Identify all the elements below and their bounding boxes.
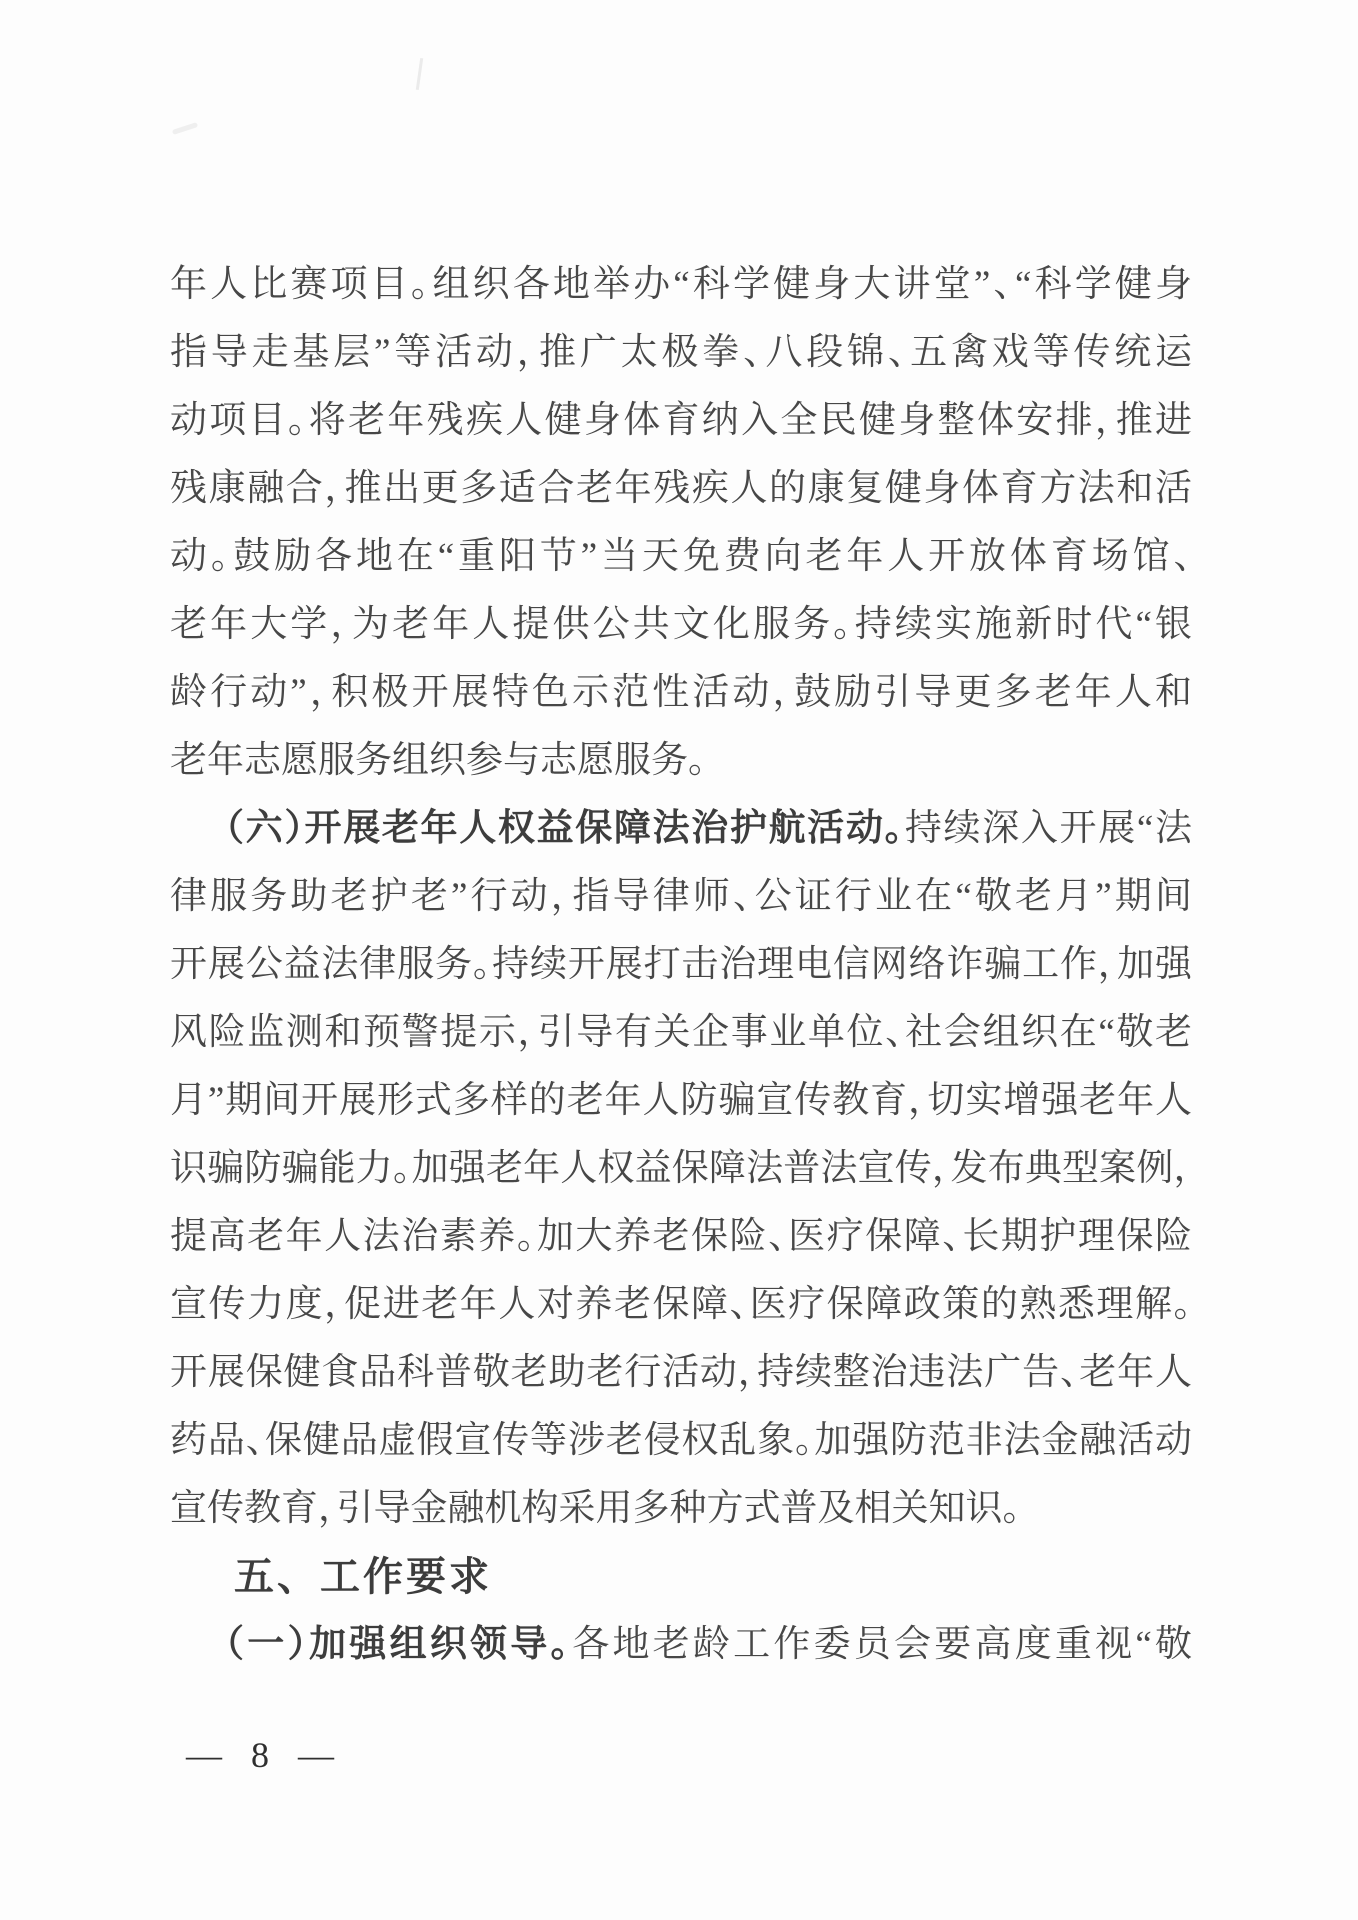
body-text-line: 龄行动”，积极开展特色示范性活动，鼓励引导更多老年人和 — [170, 672, 1192, 713]
body-text-line: 指导走基层”等活动，推广太极拳、八段锦、五禽戏等传统运 — [170, 332, 1192, 373]
body-text-line: 开展保健食品科普敬老助老行活动，持续整治违法广告、老年人 — [170, 1352, 1192, 1393]
body-text-line: 开展公益法律服务。持续开展打击治理电信网络诈骗工作，加强 — [170, 944, 1192, 985]
body-text-line: 动。鼓励各地在“重阳节”当天免费向老年人开放体育场馆、 — [170, 536, 1192, 577]
body-text-line: 风险监测和预警提示，引导有关企事业单位、社会组织在“敬老 — [170, 1012, 1192, 1053]
body-text-line: 年人比赛项目。组织各地举办“科学健身大讲堂”、“科学健身 — [170, 264, 1192, 305]
page-number: — 8 — — [186, 1735, 344, 1775]
bold-paragraph-lead: （六）开展老年人权益保障法治护航活动。 — [225, 808, 905, 849]
scan-artifact — [172, 122, 198, 135]
document-body — [170, 251, 1192, 1679]
body-text-line: 药品、保健品虚假宣传等涉老侵权乱象。加强防范非法金融活动 — [170, 1420, 1192, 1461]
scan-artifact — [416, 58, 423, 90]
body-text-line: （一）加强组织领导。各地老龄工作委员会要高度重视“敬 — [225, 1624, 1193, 1665]
body-text-line: 识骗防骗能力。加强老年人权益保障法普法宣传，发布典型案例， — [170, 1148, 1192, 1189]
body-text-line: 老年志愿服务组织参与志愿服务。 — [170, 740, 707, 781]
body-text-line: （六）开展老年人权益保障法治护航活动。持续深入开展“法 — [225, 808, 1192, 849]
body-text-line: 残康融合，推出更多适合老年残疾人的康复健身体育方法和活 — [170, 468, 1192, 509]
body-text-line: 动项目。将老年残疾人健身体育纳入全民健身整体安排，推进 — [170, 400, 1192, 441]
bold-paragraph-lead: （一）加强组织领导。 — [225, 1624, 573, 1665]
body-text-line: 月”期间开展形式多样的老年人防骗宣传教育，切实增强老年人 — [170, 1080, 1192, 1121]
body-text-line: 提高老年人法治素养。加大养老保险、医疗保障、长期护理保险 — [170, 1216, 1192, 1257]
body-text-line: 律服务助老护老”行动，指导律师、公证行业在“敬老月”期间 — [170, 876, 1192, 917]
body-text-line: 宣传力度，促进老年人对养老保障、医疗保障政策的熟悉理解。 — [170, 1284, 1192, 1325]
body-text-line: 宣传教育，引导金融机构采用多种方式普及相关知识。 — [170, 1488, 1021, 1529]
body-text-line: 老年大学，为老年人提供公共文化服务。持续实施新时代“银 — [170, 604, 1192, 645]
section-heading: 五、工作要求 — [234, 1555, 492, 1599]
